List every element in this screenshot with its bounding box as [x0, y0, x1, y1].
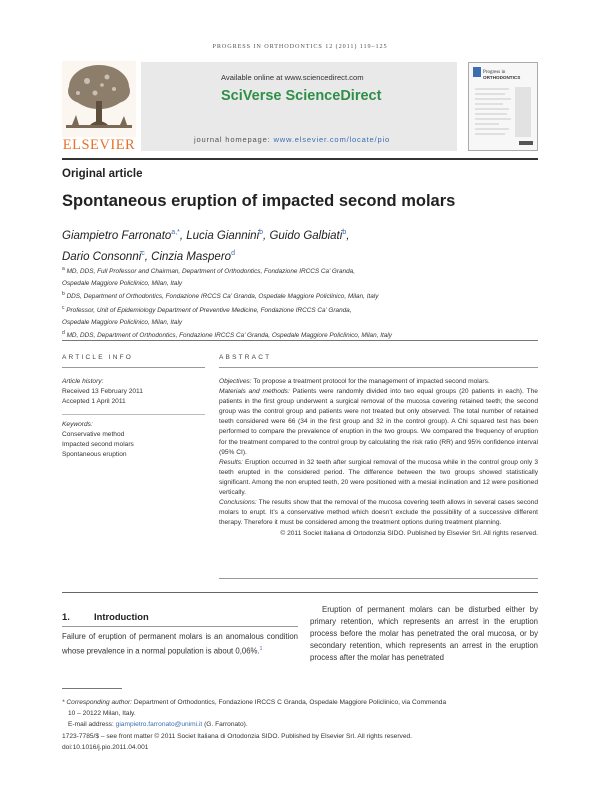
email-label: E-mail address:: [68, 721, 114, 729]
article-info-heading: ARTICLE INFO: [62, 354, 134, 361]
author-mark[interactable]: d: [231, 249, 235, 257]
abstract-methods: [219, 387, 538, 458]
author-mark[interactable]: a,*: [171, 229, 180, 236]
affiliation-item: [62, 278, 538, 290]
article-info-panel: [62, 377, 205, 460]
abstract-rule: [219, 367, 538, 368]
accepted-date: Accepted 1 April 2011: [62, 398, 126, 406]
abstract-copyright: © 2011 Societ Italiana di Ortodonzia SIDO. Published by Elsevier Srl. All rights reserved.: [280, 530, 538, 538]
author-name[interactable]: Guido Galbiati: [269, 229, 343, 242]
running-header: PROGRESS IN ORTHODONTICS 12 (2011) 119–125: [212, 43, 388, 50]
header-rule: [62, 158, 538, 160]
conclusions-lead: Conclusions:: [219, 499, 257, 507]
body-paragraph: [62, 631, 298, 658]
keywords-divider: [62, 414, 205, 415]
affiliation-item: [62, 303, 538, 317]
affiliation-text: MD, DDS, Department of Orthodontics, Fondazione IRCCS Ca’ Granda, Ospedale Maggiore Policlinico, Milan, Italy: [66, 332, 392, 340]
keyword: Impacted second molars: [62, 441, 134, 449]
section-rule: [62, 340, 538, 341]
affiliation-item: [62, 289, 538, 303]
article-type: Original article: [62, 168, 143, 180]
paragraph-text: Failure of eruption of permanent molars is an anomalous condition whose prevalence in a normal population is about 0,06%.: [62, 632, 298, 656]
affiliation-text: Professor, Unit of Epidemiology Department of Preventive Medicine, Fondazione IRCCS Ca’ Granda,: [66, 307, 352, 315]
doi-link[interactable]: doi:10.1016/j.pio.2011.04.001: [62, 743, 149, 751]
author-separator: ,: [263, 229, 270, 242]
section-number: 1.: [62, 611, 70, 622]
corresponding-author-note: [62, 697, 538, 708]
affiliation-text: DDS, Department of Orthodontics, Fondazione IRCCS Ca’ Granda, Ospedale Maggiore Policlinico, Milan, Italy: [66, 293, 379, 301]
journal-cover-art-icon: [469, 63, 537, 150]
body-column-left: [62, 631, 298, 658]
author-name[interactable]: Cinzia Maspero: [151, 250, 232, 263]
sciencedirect-wordmark: SciVerse ScienceDirect: [221, 88, 382, 104]
conclusions-text: The results show that the removal of the mucosa covering teeth allows in several cases second molars to erupt. It’s a conservative method which doesn’t exclude the possibility of a successive different therapy. Therefore it must be considered among the treatment options during treatment planning.: [219, 499, 538, 527]
cover-title-line2: ORTHODONTICS: [483, 75, 521, 80]
methods-lead: Materials and methods:: [219, 388, 290, 396]
abstract-heading: ABSTRACT: [219, 354, 272, 361]
results-lead: Results:: [219, 458, 243, 466]
author-separator: ,: [179, 229, 187, 242]
keyword: Spontaneous eruption: [62, 451, 127, 459]
journal-homepage-label: journal homepage:: [194, 135, 271, 144]
cover-title-line1: Progress in: [483, 70, 506, 75]
author-line-2: [62, 245, 538, 266]
article-title: Spontaneous eruption of impacted second molars: [62, 192, 456, 210]
available-online-text: Available online at www.sciencedirect.com: [221, 73, 364, 82]
affiliation-item: [62, 264, 538, 278]
journal-homepage: [194, 135, 390, 144]
corresponding-author-text: Department of Orthodontics, Fondazione IRCCS C Granda, Ospedale Maggiore Policlinico, via Commenda: [133, 699, 447, 706]
author-line-1: [62, 224, 538, 245]
heading-underline: [62, 626, 298, 627]
abstract-conclusions: [219, 498, 538, 528]
section-heading-introduction: [62, 611, 149, 622]
abstract-results: [219, 458, 538, 498]
abstract-objectives: [219, 377, 538, 387]
article-info-rule: [62, 367, 205, 368]
author-name[interactable]: Giampietro Farronato: [62, 229, 172, 242]
affiliation-mark: a: [62, 266, 65, 272]
objectives-text: To propose a treatment protocol for the management of impacted second molars.: [253, 378, 490, 385]
author-name[interactable]: Lucia Giannini: [186, 229, 260, 242]
footnotes: [62, 697, 538, 753]
affiliation-text: Ospedale Maggiore Policlinico, Milan, Italy: [62, 279, 183, 287]
abstract-end-rule: [219, 578, 538, 579]
received-date: Received 13 February 2011: [62, 388, 143, 396]
affiliation-mark: b: [62, 291, 65, 298]
affiliation-mark: c: [62, 305, 65, 312]
reference-link[interactable]: 1: [259, 646, 263, 652]
author-list: [62, 224, 538, 266]
email-owner: (G. Farronato).: [204, 721, 248, 729]
history-label: Article history:: [62, 378, 104, 385]
journal-cover-thumbnail: [468, 62, 538, 151]
body-column-right: [310, 604, 538, 664]
abstract-body: [219, 377, 538, 540]
body-rule: [62, 592, 538, 593]
journal-homepage-link[interactable]: www.elsevier.com/locate/pio: [273, 135, 390, 144]
affiliation-item: [62, 317, 538, 329]
affiliation-text: Ospedale Maggiore Policlinico, Milan, Italy: [62, 318, 183, 326]
email-line: [62, 719, 538, 730]
author-mark[interactable]: c: [141, 249, 145, 257]
author-mark[interactable]: b: [259, 229, 264, 236]
author-separator: ,: [144, 250, 152, 263]
affiliation-text: MD, DDS, Full Professor and Chairman, Department of Orthodontics, Fondazione IRCCS Ca’ Granda,: [66, 268, 355, 276]
affiliation-mark: d: [62, 330, 65, 337]
results-text: Eruption occurred in 32 teeth after surgical removal of the mucosa while in the control group only 3 teeth erupted in the considered period. The difference between the two groups showed statistically significant. Among the non erupted teeth, 20 were positioned with a mesial inclination and 12 were positioned vertically.: [219, 458, 538, 497]
keywords-label: Keywords:: [62, 420, 93, 428]
objectives-lead: Objectives:: [219, 378, 252, 385]
elsevier-wordmark: ELSEVIER: [62, 137, 136, 153]
body-paragraph: Eruption of permanent molars can be disturbed either by primary retention, which represents an arrest in the eruption process before the molar has penetrated the oral mucosa, or by secondary retention, which represents an arrest in the eruption process after the molar has penetrated: [310, 605, 538, 662]
methods-text: Patients were randomly divided into two equal groups (20 patients in each). The patients in the first group underwent a surgical removal of the mucosa covering retained teeth; the second group was the control group and patients were not treated but only observed. The total number of retained teeth considered were 66 (34 in the first group and 32 in the control group). A Chi squared test has been performed to compare the prevalence of eruption in the two groups. We compared the frequency of eruption for the treatment compared to the control group by calculating the risk ratio (RR) and 95% confidence interval (95% CI).: [219, 388, 538, 456]
author-name[interactable]: Dario Consonni: [62, 250, 142, 263]
issn-line: 1723-7785/$ – see front matter © 2011 Societ Italiana di Ortodonzia SIDO. Published by Elsevier Srl. All rights reserved.: [62, 732, 412, 740]
footnote-rule: [62, 688, 122, 689]
affiliations: [62, 264, 538, 342]
email-link[interactable]: giampietro.farronato@unimi.it: [115, 721, 203, 729]
corresponding-author-address: 10 – 20122 Milan, Italy.: [68, 710, 136, 718]
section-title: Introduction: [94, 611, 149, 622]
author-separator: ,: [346, 229, 350, 242]
author-mark[interactable]: b: [342, 229, 347, 236]
keyword: Conservative method: [62, 430, 125, 438]
elsevier-tree-logo-icon: [62, 61, 136, 137]
corresponding-author-lead: * Corresponding author:: [62, 699, 133, 706]
